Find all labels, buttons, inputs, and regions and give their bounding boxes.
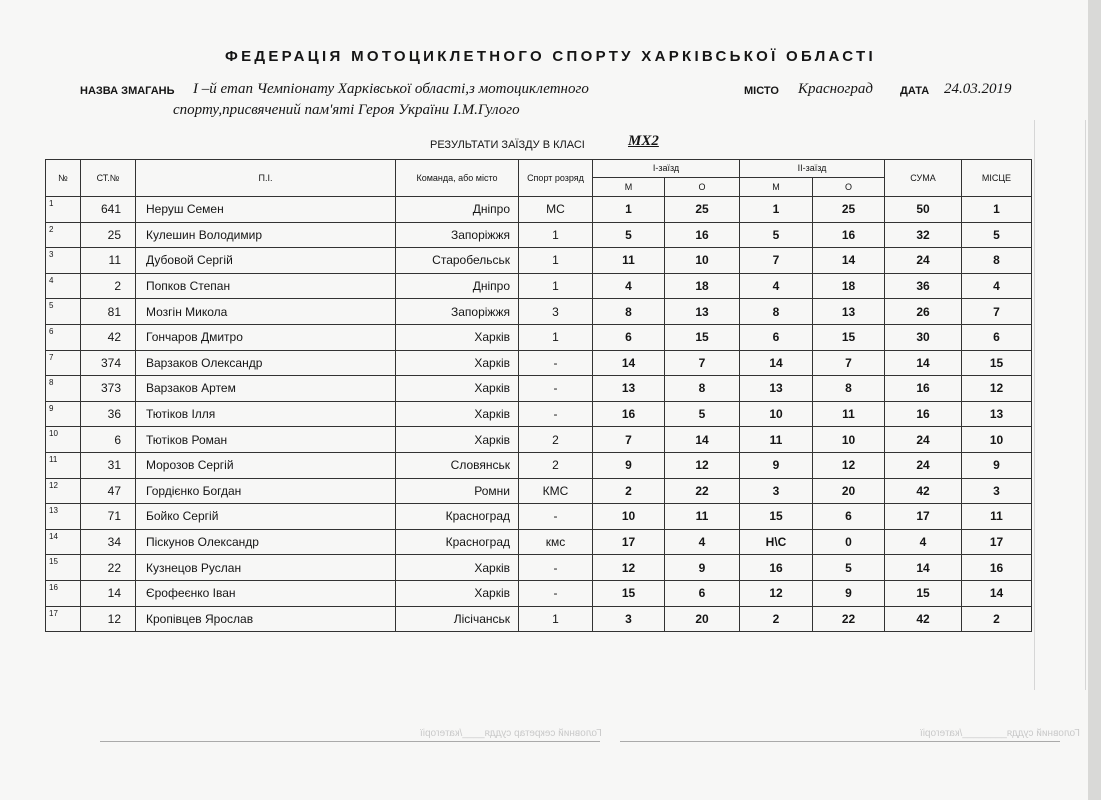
race1-points: 12 (665, 452, 740, 478)
table-row (46, 324, 1032, 350)
sport-rank: МС (519, 197, 593, 223)
race1-points: 7 (665, 350, 740, 376)
race1-points: 25 (665, 197, 740, 223)
race2-place: Н\С (740, 529, 813, 555)
table-row (46, 197, 1032, 223)
final-place: 9 (962, 452, 1032, 478)
race2-place: 15 (740, 504, 813, 530)
final-place: 4 (962, 273, 1032, 299)
row-number: 4 (46, 273, 81, 299)
race1-place: 5 (593, 222, 665, 248)
race1-place: 12 (593, 555, 665, 581)
race2-points: 18 (813, 273, 885, 299)
race2-place: 2 (740, 606, 813, 632)
table-row (46, 222, 1032, 248)
federation-title: ФЕДЕРАЦІЯ МОТОЦИКЛЕТНОГО СПОРТУ ХАРКІВСЬКОЇ ОБЛАСТІ (224, 48, 876, 65)
table-row (46, 504, 1032, 530)
total-sum: 24 (885, 427, 962, 453)
race1-points: 6 (665, 580, 740, 606)
total-sum: 36 (885, 273, 962, 299)
start-number: 12 (81, 606, 136, 632)
team-city: Красноград (396, 504, 519, 530)
row-number: 13 (46, 504, 81, 530)
col-header-sum: СУМА (885, 160, 962, 197)
race2-points: 13 (813, 299, 885, 325)
final-place: 3 (962, 478, 1032, 504)
race1-place: 16 (593, 401, 665, 427)
col-header-race2-place: М (740, 178, 813, 197)
team-city: Харків (396, 580, 519, 606)
table-row (46, 580, 1032, 606)
bleed-through-lines (1034, 120, 1086, 690)
footer-secretary: Головний секретар суддя____/категорії (420, 728, 602, 739)
footer-chief-judge: Головний суддя________/категорії (920, 728, 1080, 739)
col-header-race1: І-заїзд (593, 160, 740, 178)
start-number: 42 (81, 324, 136, 350)
race1-points: 20 (665, 606, 740, 632)
race2-points: 14 (813, 248, 885, 274)
race1-points: 18 (665, 273, 740, 299)
total-sum: 4 (885, 529, 962, 555)
race1-place: 15 (593, 580, 665, 606)
team-city: Лісічанськ (396, 606, 519, 632)
sport-rank: - (519, 350, 593, 376)
results-table (45, 159, 1032, 632)
total-sum: 17 (885, 504, 962, 530)
start-number: 14 (81, 580, 136, 606)
team-city: Харків (396, 376, 519, 402)
race1-place: 14 (593, 350, 665, 376)
start-number: 22 (81, 555, 136, 581)
sport-rank: 1 (519, 606, 593, 632)
col-header-race2: ІІ-заїзд (740, 160, 885, 178)
sport-rank: 2 (519, 452, 593, 478)
rider-name: Гордієнко Богдан (136, 478, 396, 504)
team-city: Харків (396, 350, 519, 376)
start-number: 6 (81, 427, 136, 453)
row-number: 16 (46, 580, 81, 606)
race2-place: 1 (740, 197, 813, 223)
row-number: 3 (46, 248, 81, 274)
rider-name: Гончаров Дмитро (136, 324, 396, 350)
rider-name: Тютіков Роман (136, 427, 396, 453)
row-number: 11 (46, 452, 81, 478)
total-sum: 16 (885, 401, 962, 427)
col-header-team: Команда, або місто (396, 160, 519, 197)
table-row (46, 606, 1032, 632)
final-place: 14 (962, 580, 1032, 606)
sport-rank: - (519, 401, 593, 427)
sport-rank: 3 (519, 299, 593, 325)
row-number: 12 (46, 478, 81, 504)
race2-points: 16 (813, 222, 885, 248)
start-number: 641 (81, 197, 136, 223)
date-value: 24.03.2019 (944, 81, 1012, 97)
race1-place: 4 (593, 273, 665, 299)
final-place: 6 (962, 324, 1032, 350)
col-header-name: П.І. (136, 160, 396, 197)
start-number: 34 (81, 529, 136, 555)
team-city: Харків (396, 555, 519, 581)
total-sum: 26 (885, 299, 962, 325)
race2-points: 15 (813, 324, 885, 350)
race2-points: 9 (813, 580, 885, 606)
race2-points: 22 (813, 606, 885, 632)
table-row (46, 427, 1032, 453)
race1-points: 10 (665, 248, 740, 274)
race1-place: 17 (593, 529, 665, 555)
race2-points: 8 (813, 376, 885, 402)
sport-rank: 1 (519, 324, 593, 350)
col-header-num: № (46, 160, 81, 197)
row-number: 9 (46, 401, 81, 427)
sport-rank: - (519, 504, 593, 530)
start-number: 81 (81, 299, 136, 325)
row-number: 10 (46, 427, 81, 453)
sport-rank: КМС (519, 478, 593, 504)
race1-points: 15 (665, 324, 740, 350)
table-row (46, 529, 1032, 555)
table-row (46, 401, 1032, 427)
col-header-start: СТ.№ (81, 160, 136, 197)
race2-points: 10 (813, 427, 885, 453)
race2-place: 16 (740, 555, 813, 581)
final-place: 11 (962, 504, 1032, 530)
team-city: Харків (396, 427, 519, 453)
race2-points: 11 (813, 401, 885, 427)
race2-place: 9 (740, 452, 813, 478)
race1-points: 8 (665, 376, 740, 402)
signature-line-right (620, 741, 1060, 742)
total-sum: 15 (885, 580, 962, 606)
sport-rank: 2 (519, 427, 593, 453)
row-number: 1 (46, 197, 81, 223)
race2-place: 7 (740, 248, 813, 274)
race1-points: 13 (665, 299, 740, 325)
start-number: 11 (81, 248, 136, 274)
start-number: 2 (81, 273, 136, 299)
start-number: 374 (81, 350, 136, 376)
race1-place: 6 (593, 324, 665, 350)
race1-points: 5 (665, 401, 740, 427)
final-place: 8 (962, 248, 1032, 274)
date-label: ДАТА (900, 85, 930, 97)
results-title: РЕЗУЛЬТАТИ ЗАЇЗДУ В КЛАСІ (430, 139, 585, 151)
rider-name: Кулешин Володимир (136, 222, 396, 248)
final-place: 16 (962, 555, 1032, 581)
rider-name: Піскунов Олександр (136, 529, 396, 555)
final-place: 12 (962, 376, 1032, 402)
sport-rank: - (519, 580, 593, 606)
final-place: 13 (962, 401, 1032, 427)
race2-points: 0 (813, 529, 885, 555)
sport-rank: - (519, 555, 593, 581)
row-number: 5 (46, 299, 81, 325)
row-number: 6 (46, 324, 81, 350)
table-row (46, 478, 1032, 504)
paper-edge (1088, 0, 1101, 800)
row-number: 14 (46, 529, 81, 555)
race2-points: 20 (813, 478, 885, 504)
race1-place: 2 (593, 478, 665, 504)
race1-points: 9 (665, 555, 740, 581)
sport-rank: 1 (519, 248, 593, 274)
race1-place: 7 (593, 427, 665, 453)
race2-place: 8 (740, 299, 813, 325)
total-sum: 42 (885, 606, 962, 632)
col-header-race2-points: О (813, 178, 885, 197)
table-row (46, 350, 1032, 376)
team-city: Дніпро (396, 273, 519, 299)
team-city: Старобельськ (396, 248, 519, 274)
race1-points: 22 (665, 478, 740, 504)
race1-place: 9 (593, 452, 665, 478)
total-sum: 30 (885, 324, 962, 350)
sport-rank: - (519, 376, 593, 402)
sport-rank: кмс (519, 529, 593, 555)
start-number: 47 (81, 478, 136, 504)
row-number: 7 (46, 350, 81, 376)
total-sum: 14 (885, 350, 962, 376)
race2-place: 4 (740, 273, 813, 299)
total-sum: 24 (885, 452, 962, 478)
rider-name: Тютіков Ілля (136, 401, 396, 427)
row-number: 8 (46, 376, 81, 402)
race1-points: 4 (665, 529, 740, 555)
race2-points: 25 (813, 197, 885, 223)
team-city: Харків (396, 324, 519, 350)
col-header-place: МІСЦЕ (962, 160, 1032, 197)
start-number: 71 (81, 504, 136, 530)
team-city: Словянськ (396, 452, 519, 478)
rider-name: Кузнецов Руслан (136, 555, 396, 581)
sport-rank: 1 (519, 273, 593, 299)
team-city: Ромни (396, 478, 519, 504)
sport-rank: 1 (519, 222, 593, 248)
table-row (46, 452, 1032, 478)
col-header-rank: Спорт розряд (519, 160, 593, 197)
start-number: 25 (81, 222, 136, 248)
total-sum: 50 (885, 197, 962, 223)
race1-place: 8 (593, 299, 665, 325)
final-place: 1 (962, 197, 1032, 223)
start-number: 373 (81, 376, 136, 402)
race1-place: 3 (593, 606, 665, 632)
total-sum: 16 (885, 376, 962, 402)
total-sum: 32 (885, 222, 962, 248)
race2-place: 14 (740, 350, 813, 376)
start-number: 36 (81, 401, 136, 427)
competition-name-line1: І –й етап Чемпіонату Харківської області,з мотоциклетного (193, 81, 589, 97)
team-city: Харків (396, 401, 519, 427)
race1-points: 14 (665, 427, 740, 453)
race2-points: 5 (813, 555, 885, 581)
final-place: 2 (962, 606, 1032, 632)
race1-place: 13 (593, 376, 665, 402)
rider-name: Неруш Семен (136, 197, 396, 223)
final-place: 17 (962, 529, 1032, 555)
total-sum: 24 (885, 248, 962, 274)
race2-place: 3 (740, 478, 813, 504)
table-row (46, 376, 1032, 402)
race2-place: 10 (740, 401, 813, 427)
race2-place: 11 (740, 427, 813, 453)
total-sum: 42 (885, 478, 962, 504)
rider-name: Морозов Сергій (136, 452, 396, 478)
final-place: 7 (962, 299, 1032, 325)
race2-place: 5 (740, 222, 813, 248)
competition-name-label: НАЗВА ЗМАГАНЬ (80, 85, 175, 97)
row-number: 15 (46, 555, 81, 581)
class-value: МХ2 (628, 133, 659, 149)
race2-points: 6 (813, 504, 885, 530)
race2-place: 13 (740, 376, 813, 402)
race1-place: 10 (593, 504, 665, 530)
rider-name: Дубовой Сергій (136, 248, 396, 274)
rider-name: Варзаков Олександр (136, 350, 396, 376)
rider-name: Попков Степан (136, 273, 396, 299)
race1-place: 1 (593, 197, 665, 223)
rider-name: Єрофеєнко Іван (136, 580, 396, 606)
competition-name-line2: спорту,присвячений пам'яті Героя України І.М.Гулого (173, 102, 520, 118)
rider-name: Мозгін Микола (136, 299, 396, 325)
table-row (46, 273, 1032, 299)
col-header-race1-points: О (665, 178, 740, 197)
rider-name: Кропівцев Ярослав (136, 606, 396, 632)
total-sum: 14 (885, 555, 962, 581)
team-city: Дніпро (396, 197, 519, 223)
final-place: 5 (962, 222, 1032, 248)
table-row (46, 299, 1032, 325)
race2-place: 12 (740, 580, 813, 606)
race2-points: 12 (813, 452, 885, 478)
table-row (46, 555, 1032, 581)
race1-place: 11 (593, 248, 665, 274)
final-place: 10 (962, 427, 1032, 453)
row-number: 2 (46, 222, 81, 248)
team-city: Запоріжжя (396, 222, 519, 248)
signature-line-left (100, 741, 600, 742)
col-header-race1-place: М (593, 178, 665, 197)
city-label: МІСТО (744, 85, 779, 97)
row-number: 17 (46, 606, 81, 632)
race2-place: 6 (740, 324, 813, 350)
rider-name: Бойко Сергій (136, 504, 396, 530)
start-number: 31 (81, 452, 136, 478)
team-city: Запоріжжя (396, 299, 519, 325)
team-city: Красноград (396, 529, 519, 555)
race1-points: 16 (665, 222, 740, 248)
final-place: 15 (962, 350, 1032, 376)
race1-points: 11 (665, 504, 740, 530)
rider-name: Варзаков Артем (136, 376, 396, 402)
city-value: Красноград (798, 81, 873, 97)
race2-points: 7 (813, 350, 885, 376)
table-row (46, 248, 1032, 274)
